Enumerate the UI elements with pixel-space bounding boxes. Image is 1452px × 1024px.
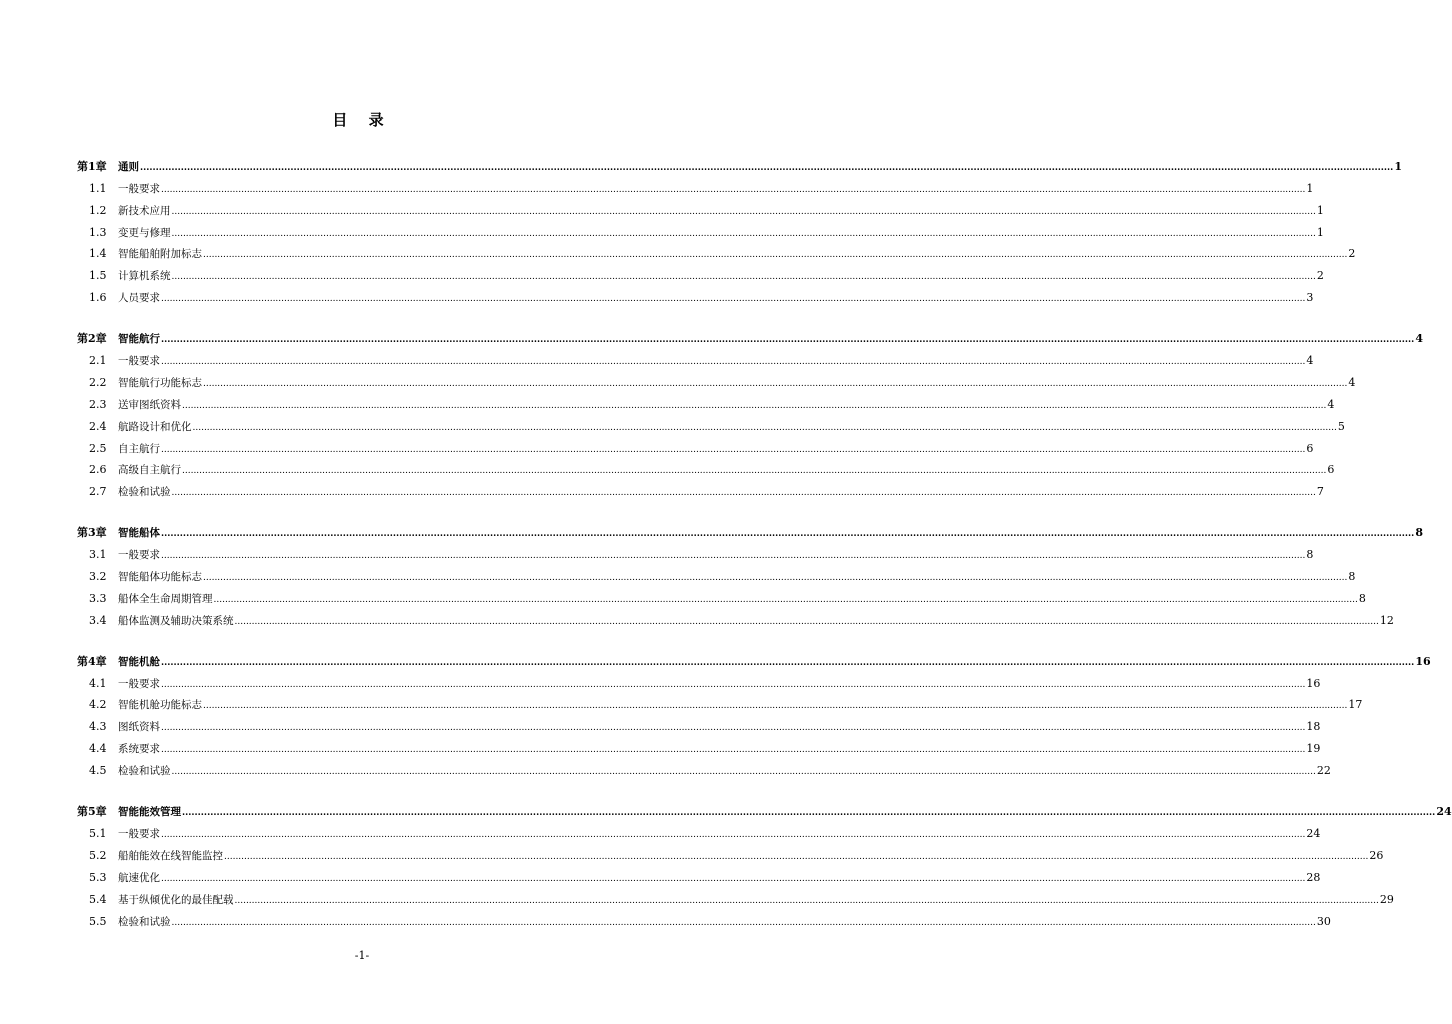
toc-chapter-entry[interactable] — [77, 324, 1423, 346]
toc-section-entry[interactable] — [77, 174, 1314, 196]
toc-page-number: 1 — [1306, 181, 1314, 195]
toc-page-number: 4 — [1415, 332, 1423, 346]
toc-label: 系统要求 — [118, 743, 160, 756]
toc-number: 2.6 — [89, 463, 107, 477]
toc-number: 3.2 — [89, 570, 107, 584]
dot-leader: ................................................................................................................................................................................................................................................................................................................................................................................................................ — [234, 895, 1379, 906]
dot-leader: ................................................................................................................................................................................................................................................................................................................................................................................................................ — [203, 250, 1348, 261]
toc-page-number: 19 — [1306, 742, 1321, 756]
toc-number: 4.3 — [89, 720, 107, 734]
toc-section-entry[interactable] — [77, 261, 1324, 283]
toc-page-number: 16 — [1306, 676, 1321, 690]
toc-label: 智能船舶附加标志 — [118, 248, 202, 261]
toc-section-entry[interactable] — [77, 584, 1366, 606]
dot-leader: ................................................................................................................................................................................................................................................................................................................................................................................................................ — [213, 594, 1358, 605]
dot-leader: ................................................................................................................................................................................................................................................................................................................................................................................................................ — [161, 444, 1306, 455]
toc-number: 1.4 — [89, 247, 107, 261]
toc-label: 智能航行 — [118, 333, 160, 346]
toc-chapter-entry[interactable] — [77, 647, 1431, 669]
toc-page-number: 8 — [1415, 526, 1423, 540]
dot-leader: ................................................................................................................................................................................................................................................................................................................................................................................................................ — [161, 873, 1306, 884]
toc-number: 第5章 — [77, 805, 107, 819]
toc-section-entry[interactable] — [77, 841, 1384, 863]
toc-section-entry[interactable] — [77, 434, 1314, 456]
toc-section-entry[interactable] — [77, 390, 1335, 412]
dot-leader: ................................................................................................................................................................................................................................................................................................................................................................................................................ — [161, 335, 1415, 346]
toc-chapter — [77, 152, 1402, 305]
toc-number: 4.5 — [89, 764, 107, 778]
toc-page-number: 1 — [1316, 203, 1324, 217]
toc-number: 2.3 — [89, 397, 107, 411]
toc-number: 5.5 — [89, 914, 107, 928]
toc-section-entry[interactable] — [77, 218, 1324, 240]
toc-number: 4.1 — [89, 676, 107, 690]
toc-section-entry[interactable] — [77, 885, 1394, 907]
dot-leader: ................................................................................................................................................................................................................................................................................................................................................................................................................ — [161, 184, 1306, 195]
toc-number: 1.6 — [89, 291, 107, 305]
dot-leader: ................................................................................................................................................................................................................................................................................................................................................................................................................ — [171, 488, 1316, 499]
toc-number: 3.4 — [89, 613, 107, 627]
toc-label: 智能机舱 — [118, 655, 160, 668]
toc-label: 智能船体 — [118, 527, 160, 540]
toc-page-number: 8 — [1306, 548, 1314, 562]
toc-number: 4.2 — [89, 698, 107, 712]
toc-page-number: 24 — [1436, 805, 1452, 819]
dot-leader: ................................................................................................................................................................................................................................................................................................................................................................................................................ — [161, 551, 1306, 562]
toc-section-entry[interactable] — [77, 412, 1345, 434]
toc-section-entry[interactable] — [77, 346, 1314, 368]
toc-page-number: 28 — [1306, 870, 1321, 884]
toc-label: 航速优化 — [118, 871, 160, 884]
dot-leader: ................................................................................................................................................................................................................................................................................................................................................................................................................ — [171, 272, 1316, 283]
dot-leader: ................................................................................................................................................................................................................................................................................................................................................................................................................ — [192, 422, 1337, 433]
toc-number: 第1章 — [77, 159, 107, 173]
toc-page-number: 8 — [1358, 591, 1366, 605]
toc-label: 新技术应用 — [118, 204, 171, 217]
dot-leader: ................................................................................................................................................................................................................................................................................................................................................................................................................ — [182, 808, 1436, 819]
toc-page-number: 6 — [1327, 463, 1335, 477]
dot-leader: ................................................................................................................................................................................................................................................................................................................................................................................................................ — [182, 400, 1327, 411]
toc-number: 5.3 — [89, 870, 107, 884]
toc-label: 智能船体功能标志 — [118, 571, 202, 584]
toc-label: 一般要求 — [118, 677, 160, 690]
toc-page-number: 1 — [1394, 159, 1402, 173]
page-title: 目 录 — [332, 111, 392, 129]
toc-page-number: 5 — [1337, 419, 1345, 433]
toc-label: 船体全生命周期管理 — [118, 592, 213, 605]
toc-chapter-entry[interactable] — [77, 797, 1452, 819]
toc-section-entry[interactable] — [77, 196, 1324, 218]
toc-number: 2.4 — [89, 419, 107, 433]
toc-section-entry[interactable] — [77, 456, 1335, 478]
toc-label: 一般要求 — [118, 549, 160, 562]
dot-leader: ................................................................................................................................................................................................................................................................................................................................................................................................................ — [182, 466, 1327, 477]
toc-page-number: 3 — [1306, 291, 1314, 305]
toc-label: 变更与修理 — [118, 226, 171, 239]
toc-chapter — [77, 647, 1431, 778]
toc-number: 2.1 — [89, 354, 107, 368]
dot-leader: ................................................................................................................................................................................................................................................................................................................................................................................................................ — [234, 616, 1379, 627]
toc-label: 检验和试验 — [118, 765, 171, 778]
toc-page-number: 12 — [1379, 613, 1394, 627]
dot-leader: ................................................................................................................................................................................................................................................................................................................................................................................................................ — [171, 228, 1316, 239]
toc-section-entry[interactable] — [77, 606, 1394, 628]
toc-number: 1.5 — [89, 269, 107, 283]
dot-leader: ................................................................................................................................................................................................................................................................................................................................................................................................................ — [161, 657, 1415, 668]
toc-page-number: 1 — [1316, 225, 1324, 239]
toc-label: 自主航行 — [118, 442, 160, 455]
toc-section-entry[interactable] — [77, 863, 1321, 885]
toc-page-number: 6 — [1306, 441, 1314, 455]
dot-leader: ................................................................................................................................................................................................................................................................................................................................................................................................................ — [161, 357, 1306, 368]
toc-page-number: 30 — [1316, 914, 1331, 928]
toc-label: 检验和试验 — [118, 915, 171, 928]
toc-page-number: 17 — [1348, 698, 1363, 712]
toc-section-entry[interactable] — [77, 712, 1321, 734]
toc-section-entry[interactable] — [77, 477, 1324, 499]
toc-page-number: 2 — [1348, 247, 1356, 261]
toc-section-entry[interactable] — [77, 756, 1331, 778]
toc-number: 1.1 — [89, 181, 107, 195]
toc-number: 2.2 — [89, 375, 107, 389]
toc-page-number: 29 — [1379, 892, 1394, 906]
dot-leader: ................................................................................................................................................................................................................................................................................................................................................................................................................ — [224, 851, 1369, 862]
toc-label: 智能机舱功能标志 — [118, 699, 202, 712]
table-of-contents — [77, 152, 1452, 948]
dot-leader: ................................................................................................................................................................................................................................................................................................................................................................................................................ — [161, 829, 1306, 840]
toc-section-entry[interactable] — [77, 368, 1356, 390]
dot-leader: ................................................................................................................................................................................................................................................................................................................................................................................................................ — [203, 701, 1348, 712]
toc-section-entry[interactable] — [77, 819, 1321, 841]
dot-leader: ................................................................................................................................................................................................................................................................................................................................................................................................................ — [171, 917, 1316, 928]
dot-leader: ................................................................................................................................................................................................................................................................................................................................................................................................................ — [161, 679, 1306, 690]
toc-number: 第2章 — [77, 332, 107, 346]
toc-number: 2.5 — [89, 441, 107, 455]
toc-number: 1.2 — [89, 203, 107, 217]
toc-chapter — [77, 797, 1452, 928]
toc-number: 5.4 — [89, 892, 107, 906]
toc-section-entry[interactable] — [77, 669, 1321, 691]
toc-label: 智能能效管理 — [118, 806, 181, 819]
toc-label: 航路设计和优化 — [118, 420, 192, 433]
toc-number: 3.3 — [89, 591, 107, 605]
toc-label: 人员要求 — [118, 292, 160, 305]
toc-chapter-entry[interactable] — [77, 518, 1423, 540]
toc-label: 船体监测及辅助决策系统 — [118, 614, 234, 627]
toc-page-number: 22 — [1316, 764, 1331, 778]
toc-number: 第3章 — [77, 526, 107, 540]
page-number: -1- — [354, 949, 370, 962]
dot-leader: ................................................................................................................................................................................................................................................................................................................................................................................................................ — [171, 767, 1316, 778]
toc-section-entry[interactable] — [77, 691, 1363, 713]
toc-page-number: 7 — [1316, 485, 1324, 499]
toc-section-entry[interactable] — [77, 240, 1356, 262]
toc-label: 计算机系统 — [118, 270, 171, 283]
toc-number: 1.3 — [89, 225, 107, 239]
toc-page-number: 16 — [1415, 654, 1431, 668]
dot-leader: ................................................................................................................................................................................................................................................................................................................................................................................................................ — [203, 573, 1348, 584]
toc-section-entry[interactable] — [77, 540, 1314, 562]
toc-number: 2.7 — [89, 485, 107, 499]
toc-chapter — [77, 324, 1423, 499]
toc-number: 5.2 — [89, 848, 107, 862]
toc-label: 智能航行功能标志 — [118, 376, 202, 389]
toc-page-number: 18 — [1306, 720, 1321, 734]
toc-page-number: 4 — [1348, 375, 1356, 389]
toc-label: 高级自主航行 — [118, 464, 181, 477]
toc-page-number: 4 — [1327, 397, 1335, 411]
toc-label: 基于纵倾优化的最佳配载 — [118, 893, 234, 906]
toc-number: 3.1 — [89, 548, 107, 562]
toc-number: 第4章 — [77, 654, 107, 668]
dot-leader: ................................................................................................................................................................................................................................................................................................................................................................................................................ — [171, 206, 1316, 217]
toc-page-number: 4 — [1306, 354, 1314, 368]
toc-number: 5.1 — [89, 826, 107, 840]
toc-page-number: 8 — [1348, 570, 1356, 584]
toc-label: 船舶能效在线智能监控 — [118, 849, 223, 862]
toc-chapter-entry[interactable] — [77, 152, 1402, 174]
dot-leader: ................................................................................................................................................................................................................................................................................................................................................................................................................ — [140, 162, 1394, 173]
toc-number: 4.4 — [89, 742, 107, 756]
toc-label: 一般要求 — [118, 827, 160, 840]
toc-label: 一般要求 — [118, 182, 160, 195]
toc-page-number: 26 — [1369, 848, 1384, 862]
dot-leader: ................................................................................................................................................................................................................................................................................................................................................................................................................ — [203, 378, 1348, 389]
toc-page-number: 24 — [1306, 826, 1321, 840]
dot-leader: ................................................................................................................................................................................................................................................................................................................................................................................................................ — [161, 723, 1306, 734]
toc-chapter — [77, 518, 1423, 627]
toc-section-entry[interactable] — [77, 562, 1356, 584]
toc-label: 检验和试验 — [118, 486, 171, 499]
toc-section-entry[interactable] — [77, 907, 1331, 929]
dot-leader: ................................................................................................................................................................................................................................................................................................................................................................................................................ — [161, 745, 1306, 756]
toc-label: 送审图纸资料 — [118, 398, 181, 411]
toc-section-entry[interactable] — [77, 734, 1321, 756]
dot-leader: ................................................................................................................................................................................................................................................................................................................................................................................................................ — [161, 529, 1415, 540]
toc-page-number: 2 — [1316, 269, 1324, 283]
toc-label: 通则 — [118, 160, 139, 173]
toc-section-entry[interactable] — [77, 283, 1314, 305]
dot-leader: ................................................................................................................................................................................................................................................................................................................................................................................................................ — [161, 294, 1306, 305]
toc-label: 图纸资料 — [118, 721, 160, 734]
toc-label: 一般要求 — [118, 355, 160, 368]
